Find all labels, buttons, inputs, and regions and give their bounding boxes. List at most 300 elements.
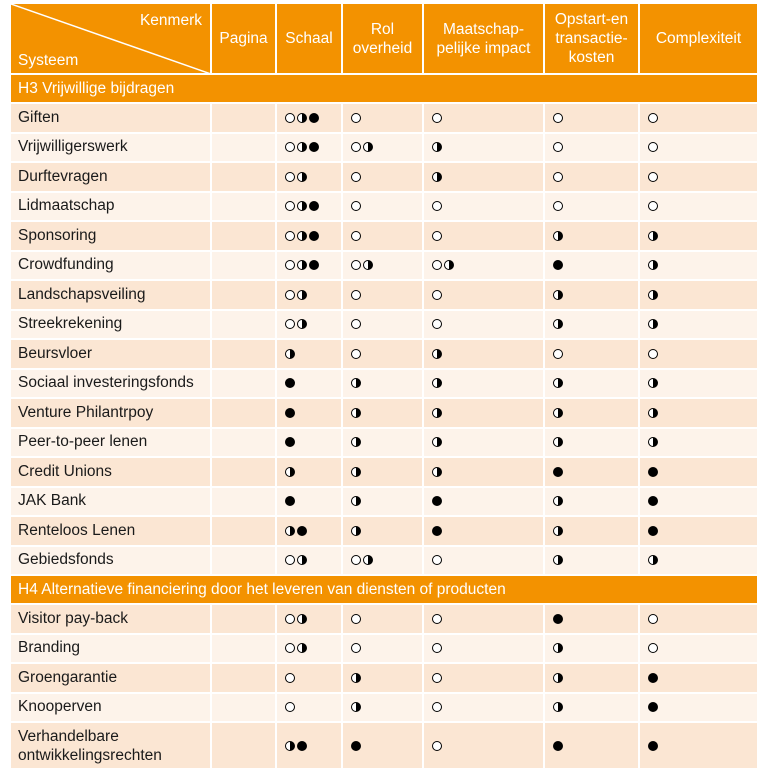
half-filled-circle-icon <box>297 643 307 653</box>
table-body <box>11 74 757 768</box>
table-row <box>11 251 757 281</box>
half-filled-circle-icon <box>297 319 307 329</box>
empty-circle-icon <box>285 231 295 241</box>
rating-cell <box>423 192 544 222</box>
rating-cell <box>544 546 639 576</box>
rating-cell <box>342 221 423 251</box>
system-name: Visitor pay-back <box>11 604 211 634</box>
system-name: Knooperven <box>11 693 211 723</box>
rating-cell <box>342 103 423 133</box>
half-filled-circle-icon <box>351 673 361 683</box>
filled-circle-icon <box>309 260 319 270</box>
table-row <box>11 516 757 546</box>
empty-circle-icon <box>553 349 563 359</box>
system-name: Sponsoring <box>11 221 211 251</box>
half-filled-circle-icon <box>553 702 563 712</box>
rating-cell <box>211 693 276 723</box>
empty-circle-icon <box>351 319 361 329</box>
filled-circle-icon <box>297 526 307 536</box>
empty-circle-icon <box>285 290 295 300</box>
table-row <box>11 722 757 768</box>
half-filled-circle-icon <box>553 319 563 329</box>
empty-circle-icon <box>432 643 442 653</box>
rating-cell <box>211 516 276 546</box>
half-filled-circle-icon <box>363 555 373 565</box>
table-row <box>11 693 757 723</box>
table-row <box>11 457 757 487</box>
rating-cell <box>544 428 639 458</box>
filled-circle-icon <box>648 702 658 712</box>
rating-cell <box>211 162 276 192</box>
system-name: Lidmaatschap <box>11 192 211 222</box>
rating-cell <box>544 722 639 768</box>
empty-circle-icon <box>351 142 361 152</box>
half-filled-circle-icon <box>297 614 307 624</box>
rating-cell <box>276 663 342 693</box>
half-filled-circle-icon <box>432 142 442 152</box>
rating-cell <box>276 634 342 664</box>
column-header-schaal: Schaal <box>276 4 342 74</box>
rating-cell <box>639 722 757 768</box>
table-row <box>11 546 757 576</box>
empty-circle-icon <box>285 673 295 683</box>
rating-cell <box>276 604 342 634</box>
half-filled-circle-icon <box>648 231 658 241</box>
rating-cell <box>276 546 342 576</box>
rating-cell <box>342 251 423 281</box>
empty-circle-icon <box>351 172 361 182</box>
rating-cell <box>276 398 342 428</box>
rating-cell <box>639 604 757 634</box>
empty-circle-icon <box>432 231 442 241</box>
half-filled-circle-icon <box>297 172 307 182</box>
half-filled-circle-icon <box>648 378 658 388</box>
half-filled-circle-icon <box>553 290 563 300</box>
section-header <box>11 575 757 604</box>
rating-cell <box>639 192 757 222</box>
rating-cell <box>423 398 544 428</box>
filled-circle-icon <box>309 201 319 211</box>
rating-cell <box>639 251 757 281</box>
half-filled-circle-icon <box>285 741 295 751</box>
system-name: Gebiedsfonds <box>11 546 211 576</box>
rating-cell <box>342 546 423 576</box>
rating-cell <box>342 693 423 723</box>
rating-cell <box>342 634 423 664</box>
rating-cell <box>544 398 639 428</box>
empty-circle-icon <box>285 319 295 329</box>
filled-circle-icon <box>297 741 307 751</box>
rating-cell <box>342 663 423 693</box>
system-name: Renteloos Lenen <box>11 516 211 546</box>
section-title: H3 Vrijwillige bijdragen <box>11 74 757 103</box>
empty-circle-icon <box>285 643 295 653</box>
empty-circle-icon <box>432 201 442 211</box>
section-header <box>11 74 757 103</box>
rating-cell <box>211 546 276 576</box>
column-header-pagina: Pagina <box>211 4 276 74</box>
rating-cell <box>276 192 342 222</box>
empty-circle-icon <box>648 113 658 123</box>
rating-cell <box>639 162 757 192</box>
empty-circle-icon <box>553 142 563 152</box>
rating-cell <box>211 663 276 693</box>
system-name: Giften <box>11 103 211 133</box>
half-filled-circle-icon <box>363 260 373 270</box>
empty-circle-icon <box>648 643 658 653</box>
system-name: JAK Bank <box>11 487 211 517</box>
empty-circle-icon <box>553 113 563 123</box>
empty-circle-icon <box>648 142 658 152</box>
empty-circle-icon <box>432 113 442 123</box>
half-filled-circle-icon <box>432 408 442 418</box>
rating-cell <box>276 428 342 458</box>
rating-cell <box>423 339 544 369</box>
empty-circle-icon <box>553 201 563 211</box>
empty-circle-icon <box>285 702 295 712</box>
system-name: Beursvloer <box>11 339 211 369</box>
rating-cell <box>211 192 276 222</box>
rating-cell <box>342 516 423 546</box>
rating-cell <box>342 722 423 768</box>
rating-cell <box>639 546 757 576</box>
rating-cell <box>639 339 757 369</box>
rating-cell <box>639 634 757 664</box>
section-title: H4 Alternatieve financiering door het leveren van diensten of producten <box>11 575 757 604</box>
rating-cell <box>276 162 342 192</box>
table-row <box>11 192 757 222</box>
rating-cell <box>211 487 276 517</box>
rating-cell <box>276 516 342 546</box>
rating-cell <box>342 192 423 222</box>
empty-circle-icon <box>285 172 295 182</box>
filled-circle-icon <box>351 741 361 751</box>
rating-cell <box>544 251 639 281</box>
empty-circle-icon <box>432 319 442 329</box>
rating-cell <box>639 221 757 251</box>
rating-cell <box>211 722 276 768</box>
filled-circle-icon <box>432 496 442 506</box>
rating-cell <box>423 457 544 487</box>
half-filled-circle-icon <box>351 378 361 388</box>
system-name: Groengarantie <box>11 663 211 693</box>
rating-cell <box>423 428 544 458</box>
rating-cell <box>423 280 544 310</box>
rating-cell <box>276 251 342 281</box>
rating-cell <box>211 398 276 428</box>
half-filled-circle-icon <box>297 555 307 565</box>
rating-cell <box>423 251 544 281</box>
column-header-complexiteit: Complexiteit <box>639 4 757 74</box>
rating-cell <box>211 428 276 458</box>
rating-cell <box>639 663 757 693</box>
filled-circle-icon <box>553 260 563 270</box>
system-name: Sociaal investeringsfonds <box>11 369 211 399</box>
rating-cell <box>639 428 757 458</box>
empty-circle-icon <box>285 201 295 211</box>
empty-circle-icon <box>432 702 442 712</box>
rating-cell <box>342 162 423 192</box>
table-row <box>11 369 757 399</box>
rating-cell <box>423 103 544 133</box>
rating-cell <box>276 310 342 340</box>
column-header-rol-overheid: Rol overheid <box>342 4 423 74</box>
half-filled-circle-icon <box>553 673 563 683</box>
half-filled-circle-icon <box>351 702 361 712</box>
table-row <box>11 604 757 634</box>
system-name: Durftevragen <box>11 162 211 192</box>
half-filled-circle-icon <box>351 408 361 418</box>
rating-cell <box>544 634 639 664</box>
filled-circle-icon <box>648 673 658 683</box>
rating-cell <box>423 162 544 192</box>
rating-cell <box>423 487 544 517</box>
filled-circle-icon <box>648 526 658 536</box>
half-filled-circle-icon <box>648 408 658 418</box>
half-filled-circle-icon <box>363 142 373 152</box>
half-filled-circle-icon <box>297 290 307 300</box>
rating-cell <box>276 339 342 369</box>
comparison-table <box>11 4 757 768</box>
half-filled-circle-icon <box>432 437 442 447</box>
rating-cell <box>276 722 342 768</box>
empty-circle-icon <box>432 673 442 683</box>
empty-circle-icon <box>432 555 442 565</box>
rating-cell <box>544 192 639 222</box>
half-filled-circle-icon <box>553 437 563 447</box>
rating-cell <box>342 428 423 458</box>
rating-cell <box>276 133 342 163</box>
rating-cell <box>639 280 757 310</box>
rating-cell <box>342 339 423 369</box>
half-filled-circle-icon <box>285 526 295 536</box>
half-filled-circle-icon <box>553 555 563 565</box>
rating-cell <box>211 103 276 133</box>
half-filled-circle-icon <box>351 526 361 536</box>
table-row <box>11 280 757 310</box>
half-filled-circle-icon <box>648 437 658 447</box>
rating-cell <box>423 604 544 634</box>
half-filled-circle-icon <box>648 319 658 329</box>
filled-circle-icon <box>285 408 295 418</box>
empty-circle-icon <box>351 260 361 270</box>
rating-cell <box>544 103 639 133</box>
half-filled-circle-icon <box>553 231 563 241</box>
rating-cell <box>423 663 544 693</box>
half-filled-circle-icon <box>444 260 454 270</box>
rating-cell <box>423 634 544 664</box>
empty-circle-icon <box>351 643 361 653</box>
rating-cell <box>639 310 757 340</box>
empty-circle-icon <box>351 231 361 241</box>
half-filled-circle-icon <box>432 467 442 477</box>
rating-cell <box>639 457 757 487</box>
empty-circle-icon <box>553 172 563 182</box>
system-name: Branding <box>11 634 211 664</box>
half-filled-circle-icon <box>553 496 563 506</box>
rating-cell <box>276 693 342 723</box>
rating-cell <box>211 457 276 487</box>
rating-cell <box>342 133 423 163</box>
half-filled-circle-icon <box>297 231 307 241</box>
filled-circle-icon <box>648 496 658 506</box>
rating-cell <box>639 369 757 399</box>
half-filled-circle-icon <box>432 172 442 182</box>
filled-circle-icon <box>309 231 319 241</box>
column-header-maatschappelijke-impact: Maatschap-pelijke impact <box>423 4 544 74</box>
empty-circle-icon <box>432 614 442 624</box>
empty-circle-icon <box>432 290 442 300</box>
filled-circle-icon <box>553 467 563 477</box>
rating-cell <box>423 546 544 576</box>
rating-cell <box>423 722 544 768</box>
table-row <box>11 162 757 192</box>
half-filled-circle-icon <box>297 142 307 152</box>
rating-cell <box>544 310 639 340</box>
filled-circle-icon <box>285 378 295 388</box>
rating-cell <box>544 487 639 517</box>
rating-cell <box>544 693 639 723</box>
half-filled-circle-icon <box>553 378 563 388</box>
rating-cell <box>639 516 757 546</box>
empty-circle-icon <box>285 113 295 123</box>
kenmerk-label: Kenmerk <box>139 12 202 29</box>
rating-cell <box>544 369 639 399</box>
rating-cell <box>211 310 276 340</box>
half-filled-circle-icon <box>285 467 295 477</box>
table-row <box>11 634 757 664</box>
half-filled-circle-icon <box>351 437 361 447</box>
rating-cell <box>423 133 544 163</box>
rating-cell <box>211 634 276 664</box>
rating-cell <box>276 280 342 310</box>
table-row <box>11 310 757 340</box>
rating-cell <box>342 398 423 428</box>
half-filled-circle-icon <box>648 260 658 270</box>
rating-cell <box>544 516 639 546</box>
half-filled-circle-icon <box>648 290 658 300</box>
corner-header <box>11 4 211 74</box>
rating-cell <box>639 487 757 517</box>
half-filled-circle-icon <box>432 349 442 359</box>
rating-cell <box>276 369 342 399</box>
half-filled-circle-icon <box>297 260 307 270</box>
empty-circle-icon <box>648 201 658 211</box>
filled-circle-icon <box>553 614 563 624</box>
table-row <box>11 428 757 458</box>
rating-cell <box>639 693 757 723</box>
filled-circle-icon <box>285 437 295 447</box>
filled-circle-icon <box>285 496 295 506</box>
rating-cell <box>211 251 276 281</box>
system-name: Credit Unions <box>11 457 211 487</box>
rating-cell <box>544 162 639 192</box>
rating-cell <box>342 487 423 517</box>
half-filled-circle-icon <box>553 408 563 418</box>
half-filled-circle-icon <box>432 378 442 388</box>
rating-cell <box>639 398 757 428</box>
half-filled-circle-icon <box>553 526 563 536</box>
rating-cell <box>276 487 342 517</box>
rating-cell <box>342 369 423 399</box>
rating-cell <box>423 516 544 546</box>
header-row <box>11 4 757 74</box>
empty-circle-icon <box>432 260 442 270</box>
rating-cell <box>423 310 544 340</box>
empty-circle-icon <box>351 349 361 359</box>
filled-circle-icon <box>432 526 442 536</box>
rating-cell <box>544 133 639 163</box>
system-name: Verhandelbare ontwikkelingsrechten <box>11 722 211 768</box>
system-name: Vrijwilligerswerk <box>11 133 211 163</box>
empty-circle-icon <box>351 614 361 624</box>
rating-cell <box>544 604 639 634</box>
rating-cell <box>342 280 423 310</box>
filled-circle-icon <box>553 741 563 751</box>
filled-circle-icon <box>309 142 319 152</box>
rating-cell <box>211 133 276 163</box>
rating-cell <box>544 221 639 251</box>
rating-cell <box>342 310 423 340</box>
empty-circle-icon <box>351 201 361 211</box>
half-filled-circle-icon <box>553 643 563 653</box>
rating-cell <box>211 604 276 634</box>
system-name: Crowdfunding <box>11 251 211 281</box>
empty-circle-icon <box>648 172 658 182</box>
system-name: Landschapsveiling <box>11 280 211 310</box>
table-row <box>11 487 757 517</box>
table-row <box>11 339 757 369</box>
empty-circle-icon <box>648 349 658 359</box>
filled-circle-icon <box>648 467 658 477</box>
rating-cell <box>342 604 423 634</box>
empty-circle-icon <box>432 741 442 751</box>
half-filled-circle-icon <box>297 201 307 211</box>
empty-circle-icon <box>285 555 295 565</box>
table-row <box>11 133 757 163</box>
rating-cell <box>342 457 423 487</box>
half-filled-circle-icon <box>285 349 295 359</box>
empty-circle-icon <box>351 555 361 565</box>
rating-cell <box>639 133 757 163</box>
empty-circle-icon <box>285 142 295 152</box>
rating-cell <box>423 693 544 723</box>
half-filled-circle-icon <box>351 496 361 506</box>
empty-circle-icon <box>351 113 361 123</box>
rating-cell <box>276 221 342 251</box>
rating-cell <box>639 103 757 133</box>
system-name: Venture Philantrpoy <box>11 398 211 428</box>
filled-circle-icon <box>309 113 319 123</box>
systeem-label: Systeem <box>18 52 79 69</box>
empty-circle-icon <box>648 614 658 624</box>
rating-cell <box>544 663 639 693</box>
empty-circle-icon <box>351 290 361 300</box>
rating-cell <box>276 457 342 487</box>
half-filled-circle-icon <box>351 467 361 477</box>
rating-cell <box>544 280 639 310</box>
rating-cell <box>544 339 639 369</box>
rating-cell <box>211 369 276 399</box>
half-filled-circle-icon <box>297 113 307 123</box>
table-row <box>11 663 757 693</box>
rating-cell <box>423 369 544 399</box>
column-header-opstart-transactiekosten: Opstart-en transactie-kosten <box>544 4 639 74</box>
rating-cell <box>211 339 276 369</box>
table-row <box>11 398 757 428</box>
system-name: Streekrekening <box>11 310 211 340</box>
table-row <box>11 103 757 133</box>
